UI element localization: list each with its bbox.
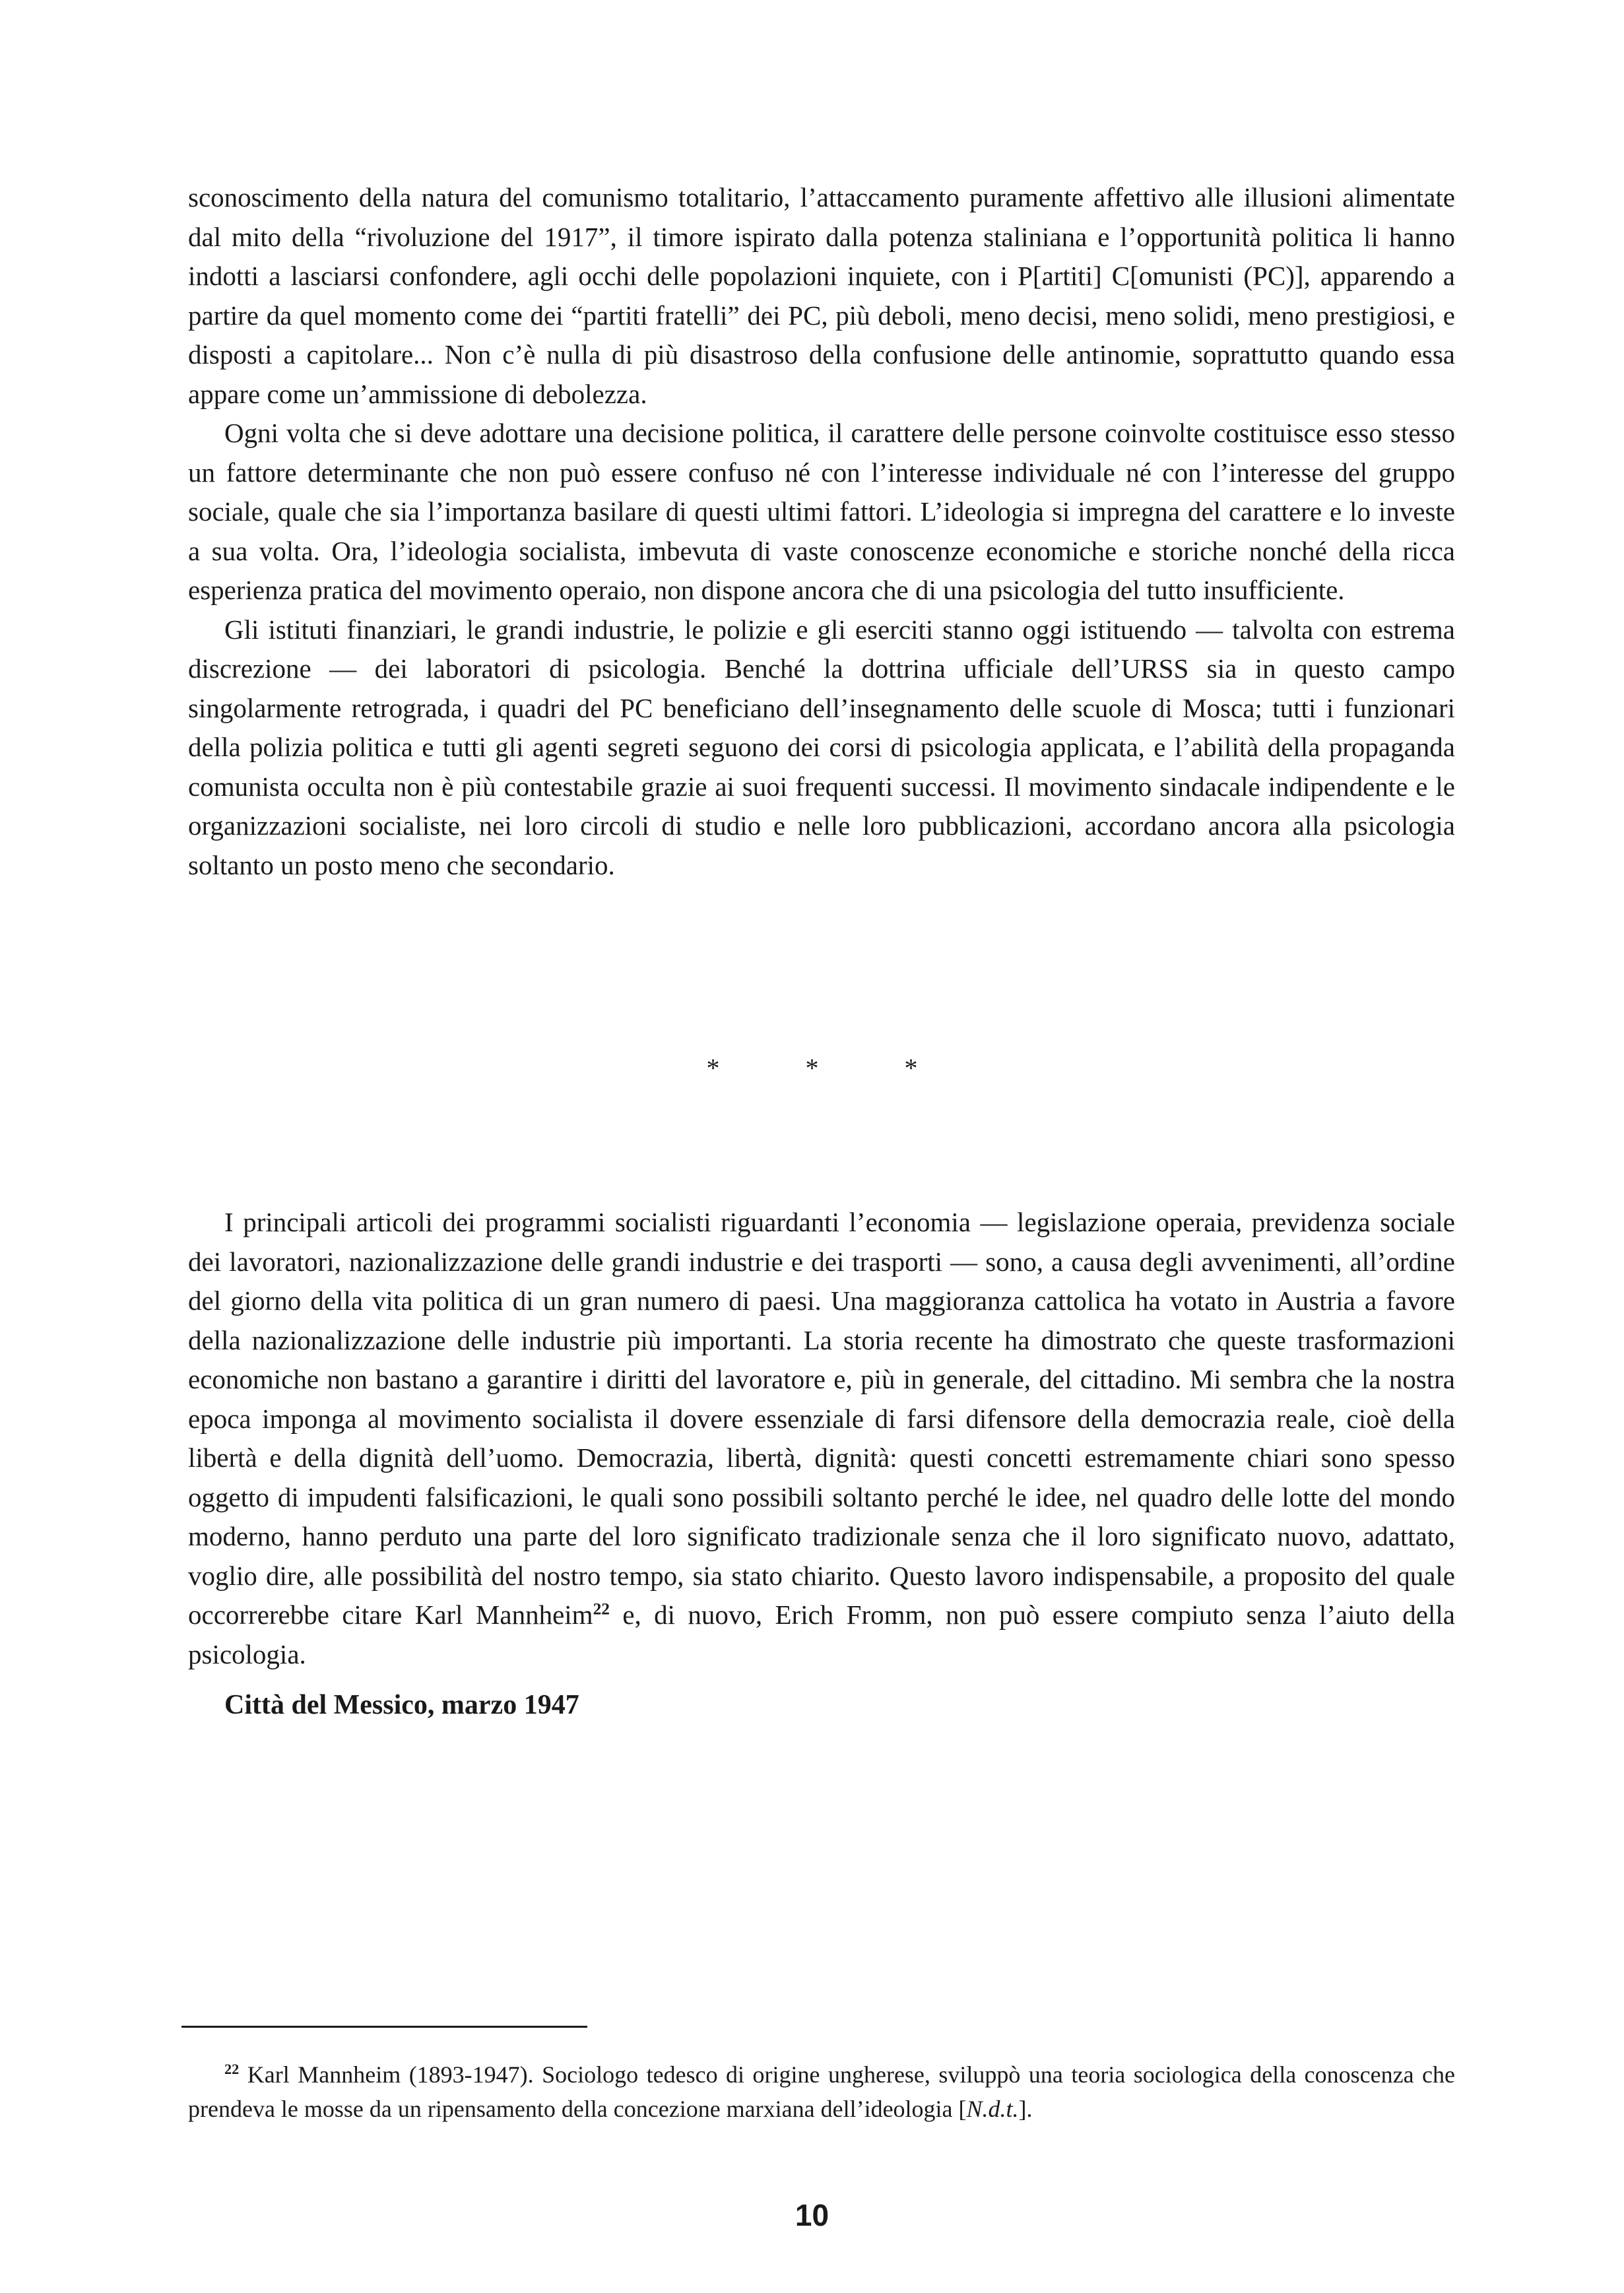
footnote-number: 22 (224, 2061, 240, 2077)
section-separator: * * * (706, 1053, 958, 1083)
footnote-22 (188, 2057, 1455, 2126)
paragraph-4-text-end: e, di nuovo, Erich Fromm, non può essere compiuto senza l’aiuto della psicologia. (188, 1599, 1455, 1669)
footnote-ref-22: 22 (593, 1599, 610, 1619)
page-number: 10 (795, 2198, 829, 2232)
footnote-divider (181, 2026, 587, 2028)
paragraph-2: Ogni volta che si deve adottare una decisione politica, il carattere delle persone coinvolte costituisce esso stesso un fattore determinante che non può essere confuso né con l’interesse individuale né con l’interesse del gruppo sociale, quale che sia l’importanza basilare di questi ultimi fattori. L’ideologia si impregna del carattere e lo investe a sua volta. Ora, l’ideologia socialista, imbevuta di vaste conoscenze economiche e storiche nonché della ricca esperienza pratica del movimento operaio, non dispone ancora che di una psicologia del tutto insufficiente. (188, 418, 1455, 605)
paragraph-4-text: I principali articoli dei programmi socialisti riguardanti l’economia — legislazione operaia, previdenza sociale dei lavoratori, nazionalizzazione delle grandi industrie e dei trasporti — sono, a causa degli avvenimenti, all’ordine del giorno della vita politica di un gran numero di paesi. Una maggioranza cattolica ha votato in Austria a favore della nazionalizzazione delle industrie più importanti. La storia recente ha dimostrato che queste trasformazioni economiche non bastano a garantire i diritti del lavoratore e, più in generale, del cittadino. Mi sembra che la nostra epoca imponga al movimento socialista il dovere essenziale di farsi difensore della democrazia reale, cioè della libertà e della dignità dell’uomo. Democrazia, libertà, dignità: questi concetti estremamente chiari sono spesso oggetto di impudenti falsificazioni, le quali sono possibili soltanto perché le idee, nel quadro delle lotte del mondo moderno, hanno perduto una parte del loro significato tradizionale senza che il loro significato nuovo, adattato, voglio dire, alle possibilità del nostro tempo, sia stato chiarito. Questo lavoro indispensabile, a proposito del quale occorrerebbe citare Karl Mannheim (188, 1207, 1455, 1630)
footnote-text: Karl Mannheim (1893-1947). Sociologo tedesco di origine ungherese, sviluppò una teoria sociologica della conoscenza che prendeva le mosse da un ripensamento della concezione marxiana dell’ideologia [ (188, 2061, 1455, 2122)
paragraph-1: sconoscimento della natura del comunismo totalitario, l’attaccamento puramente affettivo alle illusioni alimentate dal mito della “rivoluzione del 1917”, il timore ispirato dalla potenza staliniana e l’opportunità politica li hanno indotti a lasciarsi confondere, agli occhi delle popolazioni inquiete, con i P[artiti] C[omunisti (PC)], apparendo a partire da quel momento come dei “partiti fratelli” dei PC, più deboli, meno decisi, meno solidi, meno prestigiosi, e disposti a capitolare... Non c’è nulla di più disastroso della confusione delle antinomie, soprattutto quando essa appare come un’ammissione di debolezza. (188, 182, 1455, 409)
paragraph-3: Gli istituti finanziari, le grandi industrie, le polizie e gli eserciti stanno oggi istituendo — talvolta con estrema discrezione — dei laboratori di psicologia. Benché la dottrina ufficiale dell’URSS sia in questo campo singolarmente retrograda, i quadri del PC beneficiano dell’insegnamento delle scuole di Mosca; tutti i funzionari della polizia politica e tutti gli agenti segreti seguono dei corsi di psicologia applicata, e l’abilità della propaganda comunista occulta non è più contestabile grazie ai suoi frequenti successi. Il movimento sindacale indipendente e le organizzazioni socialiste, nei loro circoli di studio e nelle loro pubblicazioni, accordano ancora alla psicologia soltanto un posto meno che secondario. (188, 614, 1455, 880)
place-date-signature: Città del Messico, marzo 1947 (224, 1690, 579, 1720)
paragraph-4 (188, 1203, 1455, 1674)
body-text-top (188, 178, 1455, 885)
footnote-text-end: ]. (1018, 2096, 1033, 2122)
footnote-ndt: N.d.t. (966, 2096, 1019, 2122)
body-text-bottom (188, 1203, 1455, 1674)
